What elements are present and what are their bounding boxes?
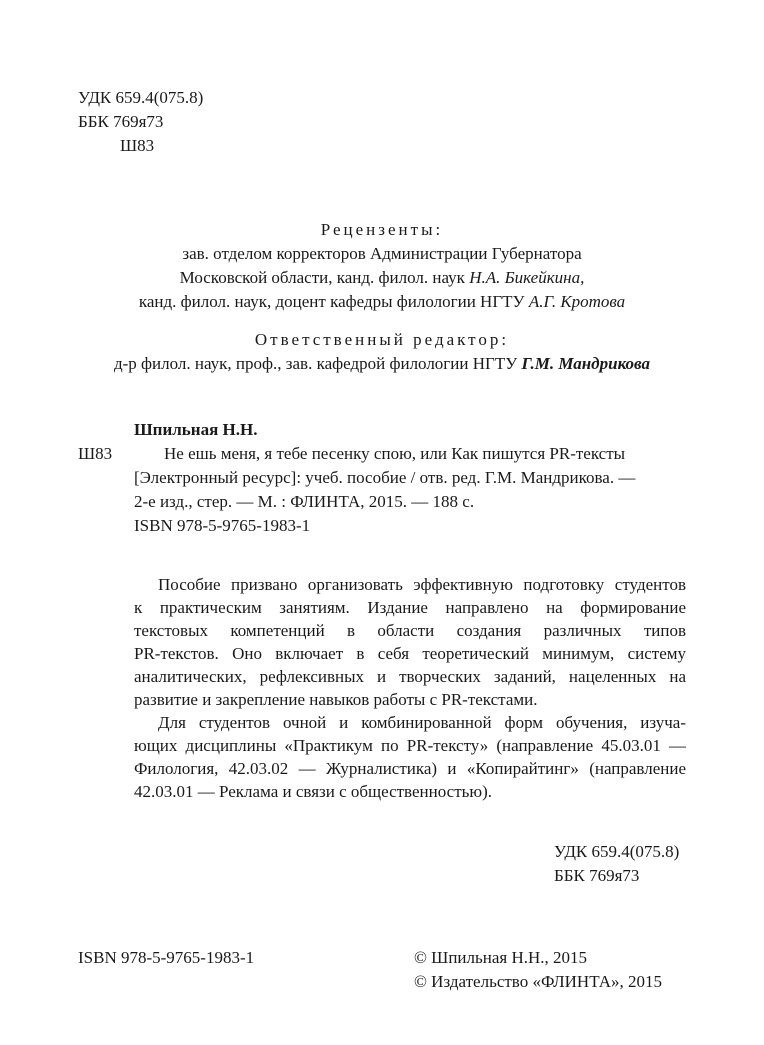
abstract-paragraph-1 (134, 573, 686, 711)
abstract-p1-line: PR-текстов. Оно включает в себя теоретический минимум, систему (134, 644, 686, 663)
author-mark: Ш83 (120, 136, 155, 155)
abstract-p1-line: аналитических, рефлексивных и творческих заданий, нацеленных на (134, 667, 686, 686)
bib-title-line: Не ешь меня, я тебе песенку спою, или Как пишутся PR-тексты (164, 444, 626, 463)
reviewer-name-2: А.Г. Кротова (528, 292, 626, 311)
bib-isbn: ISBN 978-5-9765-1983-1 (134, 516, 311, 535)
abstract-p1-line: к практическим занятиям. Издание направлено на формирование (134, 598, 686, 617)
copyright-author: © Шпильная Н.Н., 2015 (414, 948, 588, 967)
abstract-p2-line: ющих дисциплины «Практикум по PR-тексту» (направление 45.03.01 — (134, 736, 686, 755)
reviewer-line-2-text: Московской области, канд. филол. наук (179, 268, 470, 287)
abstract-p1-line: Пособие призвано организовать эффективную подготовку студентов (158, 575, 686, 594)
editor-line (0, 352, 764, 376)
bib-edition-line: 2-е изд., стер. — М. : ФЛИНТА, 2015. — 188 с. (134, 492, 475, 511)
bib-mark: Ш83 (78, 444, 113, 463)
abstract-p1-line: развитие и закрепление навыков работы с PR-текстами. (134, 690, 538, 709)
editor-heading: Ответственный редактор: (254, 330, 510, 349)
reviewer-line-1: зав. отделом корректоров Администрации Губернатора (182, 244, 582, 263)
footer-udk-code: УДК 659.4(075.8) (554, 842, 680, 861)
editor-name: Г.М. Мандрикова (521, 354, 651, 373)
bbk-code: ББК 769я73 (78, 112, 164, 131)
abstract-paragraph-2 (134, 711, 686, 803)
bib-resource-line: [Электронный ресурс]: учеб. пособие / отв. ред. Г.М. Мандрикова. — (134, 468, 636, 487)
footer-bbk-code: ББК 769я73 (554, 866, 640, 885)
abstract-p2-line: 42.03.01 — Реклама и связи с общественностью). (134, 782, 492, 801)
abstract-p2-line: Для студентов очной и комбинированной форм обучения, изуча- (158, 713, 686, 732)
abstract-p2-line: Филология, 42.03.02 — Журналистика) и «Копирайтинг» (направление (134, 759, 686, 778)
editor-line-text: д-р филол. наук, проф., зав. кафедрой филологии НГТУ (113, 354, 522, 373)
imprint-isbn: ISBN 978-5-9765-1983-1 (78, 948, 255, 967)
copyright-publisher: © Издательство «ФЛИНТА», 2015 (414, 972, 663, 991)
reviewer-line-3 (0, 290, 764, 314)
reviewer-line-3-text: канд. филол. наук, доцент кафедры филологии НГТУ (138, 292, 529, 311)
bib-author: Шпильная Н.Н. (134, 420, 258, 439)
udk-code: УДК 659.4(075.8) (78, 88, 204, 107)
abstract-p1-line: текстовых компетенций в области создания различных типов (134, 621, 686, 640)
reviewers-heading: Рецензенты: (320, 220, 444, 239)
reviewer-line-2 (0, 266, 764, 290)
reviewer-name-1: Н.А. Бикейкина, (469, 268, 585, 287)
